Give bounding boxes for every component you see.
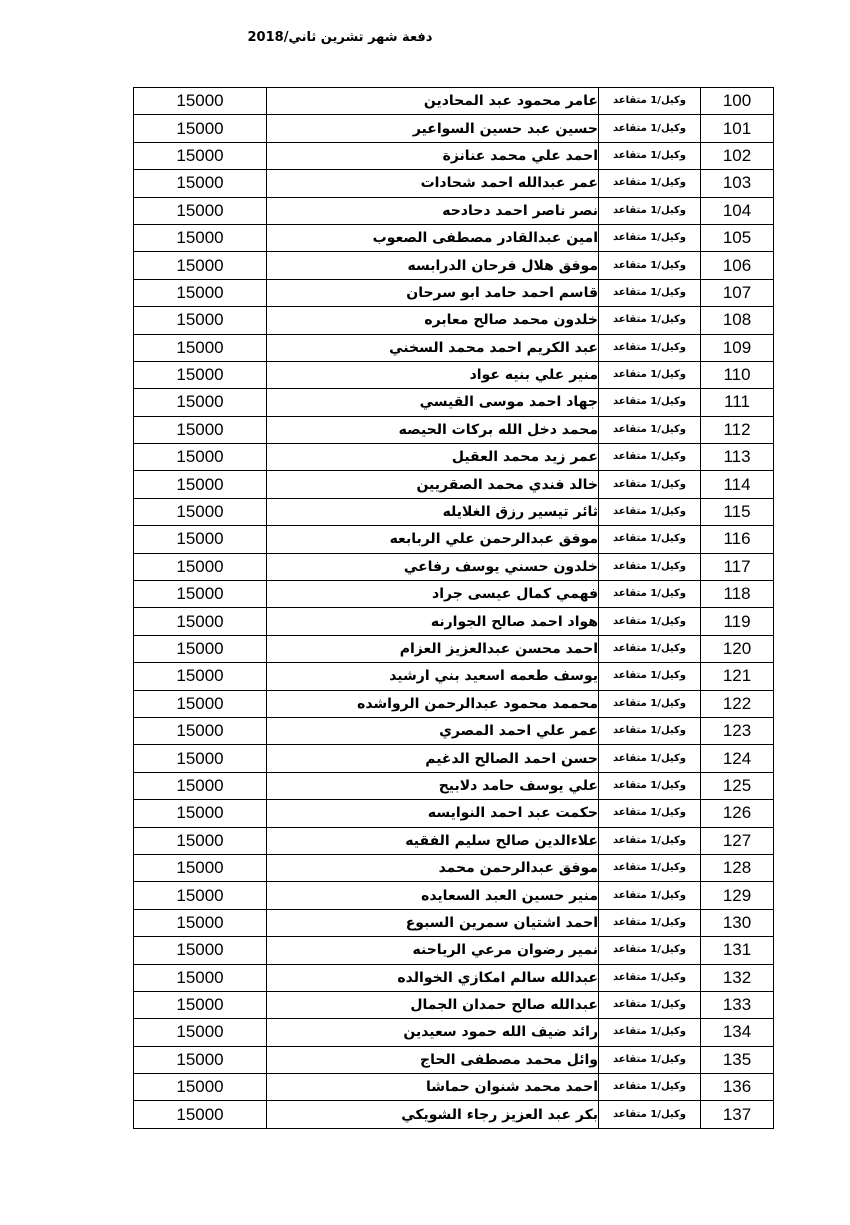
table-row (134, 498, 774, 525)
serial-number-cell: 111 (701, 389, 774, 416)
serial-number-cell: 135 (701, 1046, 774, 1073)
serial-number-cell: 105 (701, 224, 774, 251)
name-cell: منير حسين العبد السعايده (267, 882, 599, 909)
serial-number-cell: 123 (701, 717, 774, 744)
name-cell: فهمي كمال عيسى جراد (267, 581, 599, 608)
amount-cell: 15000 (134, 471, 267, 498)
table-row (134, 608, 774, 635)
table-row (134, 88, 774, 115)
amount-cell: 15000 (134, 115, 267, 142)
name-cell: منير علي بنيه عواد (267, 361, 599, 388)
rank-cell: وكيل/1 متقاعد (599, 471, 701, 498)
table-row (134, 800, 774, 827)
rank-cell: وكيل/1 متقاعد (599, 142, 701, 169)
name-cell: علي يوسف حامد دلابيح (267, 772, 599, 799)
table-row (134, 1019, 774, 1046)
table-row (134, 471, 774, 498)
serial-number-cell: 132 (701, 964, 774, 991)
table-row (134, 581, 774, 608)
serial-number-cell: 109 (701, 334, 774, 361)
name-cell: موفق هلال فرحان الدرابسه (267, 252, 599, 279)
rank-cell: وكيل/1 متقاعد (599, 279, 701, 306)
amount-cell: 15000 (134, 937, 267, 964)
rank-cell: وكيل/1 متقاعد (599, 991, 701, 1018)
table-row (134, 553, 774, 580)
serial-number-cell: 128 (701, 854, 774, 881)
table-row (134, 115, 774, 142)
table-row (134, 279, 774, 306)
rank-cell: وكيل/1 متقاعد (599, 882, 701, 909)
table-row (134, 307, 774, 334)
name-cell: هواد احمد صالح الجوارنه (267, 608, 599, 635)
serial-number-cell: 118 (701, 581, 774, 608)
rank-cell: وكيل/1 متقاعد (599, 937, 701, 964)
serial-number-cell: 110 (701, 361, 774, 388)
serial-number-cell: 134 (701, 1019, 774, 1046)
amount-cell: 15000 (134, 854, 267, 881)
table-row (134, 197, 774, 224)
serial-number-cell: 125 (701, 772, 774, 799)
payroll-table-body (134, 88, 774, 1129)
name-cell: عامر محمود عبد المحادين (267, 88, 599, 115)
serial-number-cell: 122 (701, 690, 774, 717)
serial-number-cell: 101 (701, 115, 774, 142)
name-cell: خلدون حسني يوسف رفاعي (267, 553, 599, 580)
rank-cell: وكيل/1 متقاعد (599, 581, 701, 608)
amount-cell: 15000 (134, 553, 267, 580)
amount-cell: 15000 (134, 307, 267, 334)
serial-number-cell: 126 (701, 800, 774, 827)
amount-cell: 15000 (134, 224, 267, 251)
amount-cell: 15000 (134, 1019, 267, 1046)
table-row (134, 252, 774, 279)
rank-cell: وكيل/1 متقاعد (599, 1074, 701, 1101)
rank-cell: وكيل/1 متقاعد (599, 88, 701, 115)
rank-cell: وكيل/1 متقاعد (599, 690, 701, 717)
amount-cell: 15000 (134, 964, 267, 991)
name-cell: رائد ضيف الله حمود سعيدين (267, 1019, 599, 1046)
serial-number-cell: 129 (701, 882, 774, 909)
rank-cell: وكيل/1 متقاعد (599, 854, 701, 881)
rank-cell: وكيل/1 متقاعد (599, 1019, 701, 1046)
name-cell: موفق عبدالرحمن محمد (267, 854, 599, 881)
rank-cell: وكيل/1 متقاعد (599, 498, 701, 525)
serial-number-cell: 137 (701, 1101, 774, 1128)
amount-cell: 15000 (134, 361, 267, 388)
serial-number-cell: 113 (701, 444, 774, 471)
rank-cell: وكيل/1 متقاعد (599, 1046, 701, 1073)
name-cell: نمير رضوان مرعي الرياحنه (267, 937, 599, 964)
table-row (134, 827, 774, 854)
amount-cell: 15000 (134, 498, 267, 525)
amount-cell: 15000 (134, 1074, 267, 1101)
amount-cell: 15000 (134, 717, 267, 744)
rank-cell: وكيل/1 متقاعد (599, 170, 701, 197)
name-cell: امين عبدالقادر مصطفى الصعوب (267, 224, 599, 251)
serial-number-cell: 114 (701, 471, 774, 498)
amount-cell: 15000 (134, 88, 267, 115)
rank-cell: وكيل/1 متقاعد (599, 389, 701, 416)
name-cell: موفق عبدالرحمن علي الربابعه (267, 526, 599, 553)
payroll-table (133, 87, 774, 1129)
name-cell: خالد فندي محمد الصقريين (267, 471, 599, 498)
amount-cell: 15000 (134, 909, 267, 936)
table-row (134, 745, 774, 772)
name-cell: عمر عبدالله احمد شحادات (267, 170, 599, 197)
amount-cell: 15000 (134, 635, 267, 662)
name-cell: ثائر تيسير رزق الغلايله (267, 498, 599, 525)
amount-cell: 15000 (134, 334, 267, 361)
serial-number-cell: 100 (701, 88, 774, 115)
rank-cell: وكيل/1 متقاعد (599, 909, 701, 936)
table-row (134, 334, 774, 361)
serial-number-cell: 136 (701, 1074, 774, 1101)
name-cell: حسن احمد الصالح الدغيم (267, 745, 599, 772)
table-row (134, 1046, 774, 1073)
serial-number-cell: 104 (701, 197, 774, 224)
amount-cell: 15000 (134, 991, 267, 1018)
serial-number-cell: 124 (701, 745, 774, 772)
serial-number-cell: 115 (701, 498, 774, 525)
rank-cell: وكيل/1 متقاعد (599, 307, 701, 334)
name-cell: حكمت عبد احمد النوايسه (267, 800, 599, 827)
name-cell: احمد محمد شنوان حماشا (267, 1074, 599, 1101)
table-row (134, 717, 774, 744)
name-cell: حسين عبد حسين السواعير (267, 115, 599, 142)
name-cell: عمر زيد محمد العقيل (267, 444, 599, 471)
rank-cell: وكيل/1 متقاعد (599, 1101, 701, 1128)
rank-cell: وكيل/1 متقاعد (599, 964, 701, 991)
amount-cell: 15000 (134, 745, 267, 772)
rank-cell: وكيل/1 متقاعد (599, 252, 701, 279)
name-cell: خلدون محمد صالح معابره (267, 307, 599, 334)
serial-number-cell: 102 (701, 142, 774, 169)
rank-cell: وكيل/1 متقاعد (599, 608, 701, 635)
serial-number-cell: 103 (701, 170, 774, 197)
rank-cell: وكيل/1 متقاعد (599, 416, 701, 443)
rank-cell: وكيل/1 متقاعد (599, 361, 701, 388)
name-cell: عبدالله صالح حمدان الجمال (267, 991, 599, 1018)
amount-cell: 15000 (134, 608, 267, 635)
serial-number-cell: 121 (701, 663, 774, 690)
amount-cell: 15000 (134, 389, 267, 416)
name-cell: محمد دخل الله بركات الحيصه (267, 416, 599, 443)
table-row (134, 444, 774, 471)
table-row (134, 964, 774, 991)
name-cell: نصر ناصر احمد دحادحه (267, 197, 599, 224)
name-cell: علاءالدين صالح سليم الفقيه (267, 827, 599, 854)
name-cell: وائل محمد مصطفى الحاج (267, 1046, 599, 1073)
amount-cell: 15000 (134, 252, 267, 279)
name-cell: يوسف طعمه اسعيد بني ارشيد (267, 663, 599, 690)
rank-cell: وكيل/1 متقاعد (599, 800, 701, 827)
rank-cell: وكيل/1 متقاعد (599, 553, 701, 580)
amount-cell: 15000 (134, 663, 267, 690)
table-row (134, 909, 774, 936)
serial-number-cell: 108 (701, 307, 774, 334)
name-cell: محممد محمود عبدالرحمن الرواشده (267, 690, 599, 717)
serial-number-cell: 127 (701, 827, 774, 854)
table-row (134, 224, 774, 251)
rank-cell: وكيل/1 متقاعد (599, 224, 701, 251)
page-title: دفعة شهر تشرين ثاني/2018 (247, 30, 433, 45)
table-row (134, 690, 774, 717)
rank-cell: وكيل/1 متقاعد (599, 197, 701, 224)
rank-cell: وكيل/1 متقاعد (599, 334, 701, 361)
name-cell: عبدالله سالم امكازي الخوالده (267, 964, 599, 991)
amount-cell: 15000 (134, 581, 267, 608)
name-cell: احمد علي محمد عنانزة (267, 142, 599, 169)
name-cell: عبد الكريم احمد محمد السخني (267, 334, 599, 361)
rank-cell: وكيل/1 متقاعد (599, 663, 701, 690)
amount-cell: 15000 (134, 1046, 267, 1073)
serial-number-cell: 131 (701, 937, 774, 964)
amount-cell: 15000 (134, 526, 267, 553)
table-row (134, 361, 774, 388)
table-row (134, 882, 774, 909)
amount-cell: 15000 (134, 1101, 267, 1128)
serial-number-cell: 106 (701, 252, 774, 279)
rank-cell: وكيل/1 متقاعد (599, 772, 701, 799)
amount-cell: 15000 (134, 882, 267, 909)
rank-cell: وكيل/1 متقاعد (599, 444, 701, 471)
table-row (134, 937, 774, 964)
amount-cell: 15000 (134, 827, 267, 854)
amount-cell: 15000 (134, 416, 267, 443)
rank-cell: وكيل/1 متقاعد (599, 635, 701, 662)
table-row (134, 142, 774, 169)
serial-number-cell: 133 (701, 991, 774, 1018)
amount-cell: 15000 (134, 197, 267, 224)
amount-cell: 15000 (134, 444, 267, 471)
table-row (134, 170, 774, 197)
table-row (134, 526, 774, 553)
rank-cell: وكيل/1 متقاعد (599, 526, 701, 553)
table-row (134, 663, 774, 690)
table-row (134, 416, 774, 443)
table-row (134, 389, 774, 416)
amount-cell: 15000 (134, 690, 267, 717)
serial-number-cell: 120 (701, 635, 774, 662)
table-row (134, 635, 774, 662)
name-cell: عمر علي احمد المصري (267, 717, 599, 744)
amount-cell: 15000 (134, 170, 267, 197)
table-row (134, 1101, 774, 1128)
serial-number-cell: 107 (701, 279, 774, 306)
name-cell: جهاد احمد موسى القيسي (267, 389, 599, 416)
rank-cell: وكيل/1 متقاعد (599, 745, 701, 772)
table-row (134, 1074, 774, 1101)
name-cell: قاسم احمد حامد ابو سرحان (267, 279, 599, 306)
rank-cell: وكيل/1 متقاعد (599, 827, 701, 854)
serial-number-cell: 117 (701, 553, 774, 580)
amount-cell: 15000 (134, 800, 267, 827)
table-row (134, 991, 774, 1018)
table-row (134, 854, 774, 881)
name-cell: بكر عبد العزيز رجاء الشويكي (267, 1101, 599, 1128)
serial-number-cell: 130 (701, 909, 774, 936)
table-row (134, 772, 774, 799)
serial-number-cell: 116 (701, 526, 774, 553)
name-cell: احمد محسن عبدالعزيز العزام (267, 635, 599, 662)
name-cell: احمد اشتيان سمرين السبوع (267, 909, 599, 936)
amount-cell: 15000 (134, 279, 267, 306)
rank-cell: وكيل/1 متقاعد (599, 115, 701, 142)
amount-cell: 15000 (134, 772, 267, 799)
amount-cell: 15000 (134, 142, 267, 169)
rank-cell: وكيل/1 متقاعد (599, 717, 701, 744)
serial-number-cell: 119 (701, 608, 774, 635)
serial-number-cell: 112 (701, 416, 774, 443)
